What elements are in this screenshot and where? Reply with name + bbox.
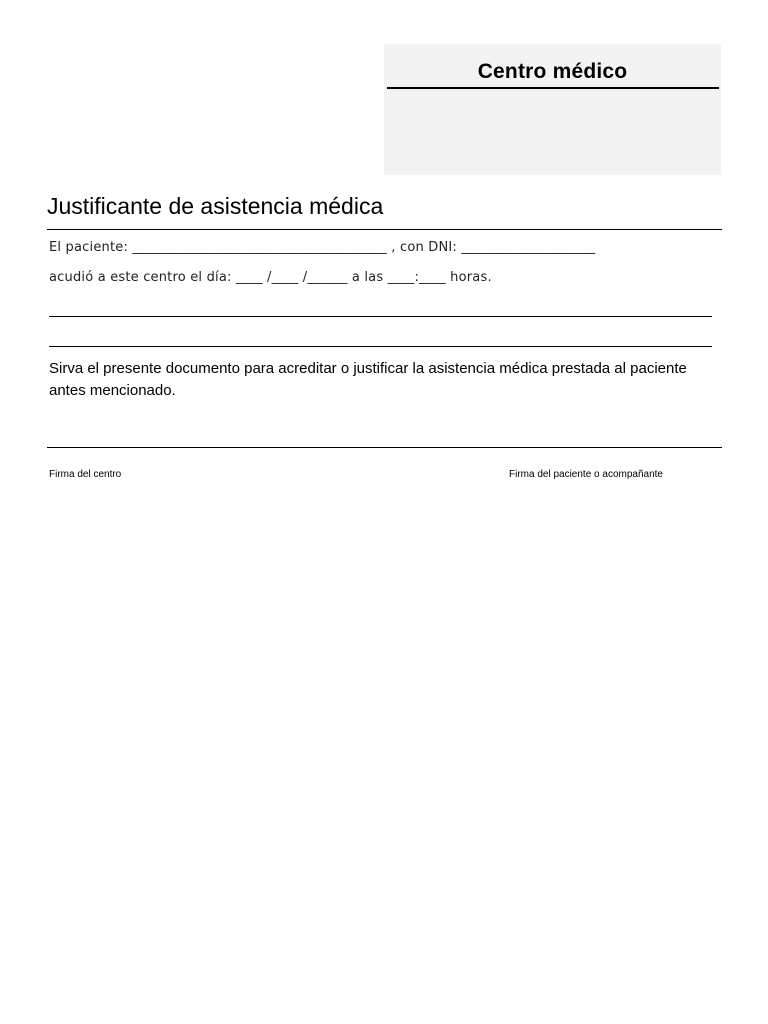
medical-center-box bbox=[384, 44, 721, 175]
signature-divider bbox=[47, 447, 722, 448]
medical-center-title: Centro médico bbox=[477, 60, 628, 83]
patient-name-line: El paciente: ______________________________________ , con DNI: ____________________ bbox=[49, 240, 596, 255]
justification-paragraph: Sirva el presente documento para acreditar o justificar la asistencia médica prestada al paciente antes mencionado. bbox=[49, 360, 687, 399]
patient-signature-label: Firma del paciente o acompañante bbox=[509, 469, 663, 480]
blank-line-1 bbox=[49, 316, 712, 317]
center-signature-label: Firma del centro bbox=[49, 469, 122, 480]
blank-line-2 bbox=[49, 346, 712, 347]
medical-center-divider bbox=[387, 87, 719, 89]
attendance-date-line: acudió a este centro el día: ____ /____ /______ a las ____:____ horas. bbox=[49, 270, 492, 285]
document-title: Justificante de asistencia médica bbox=[47, 193, 384, 219]
title-divider bbox=[47, 229, 722, 230]
